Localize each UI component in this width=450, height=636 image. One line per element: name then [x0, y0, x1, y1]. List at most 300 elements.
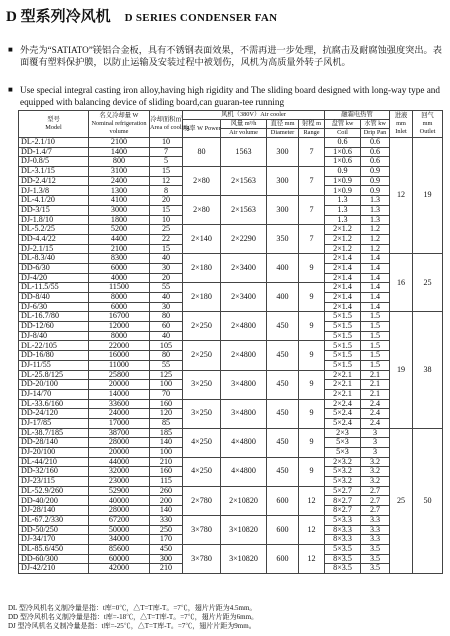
area-cell: 210	[150, 457, 183, 467]
coil-cell: 5×1.5	[325, 351, 361, 361]
table-row	[19, 457, 443, 467]
range-cell: 9	[299, 428, 325, 457]
coil-cell: 5×3	[325, 448, 361, 458]
model-cell: DD-24/120	[19, 409, 89, 419]
area-cell: 160	[150, 467, 183, 477]
spec-table-body	[19, 138, 443, 574]
spec-table	[18, 110, 443, 574]
area-cell: 12	[150, 176, 183, 186]
table-row	[19, 312, 443, 322]
coil-cell: 2×1.4	[325, 263, 361, 273]
drip-pan-cell: 2.7	[361, 496, 390, 506]
coil-cell: 2×2.1	[325, 370, 361, 380]
area-cell: 80	[150, 312, 183, 322]
diameter-cell: 300	[267, 138, 299, 167]
capacity-cell: 8000	[89, 293, 150, 303]
drip-pan-cell: 1.4	[361, 254, 390, 264]
area-cell: 40	[150, 254, 183, 264]
area-cell: 85	[150, 418, 183, 428]
title-en: D SERIES CONDENSER FAN	[124, 12, 278, 24]
inlet-cell: 12	[390, 138, 413, 254]
power-cell: 2×80	[183, 167, 221, 196]
table-row	[19, 544, 443, 554]
coil-cell: 8×3.3	[325, 525, 361, 535]
diameter-cell: 450	[267, 428, 299, 457]
model-cell: DD-16/80	[19, 351, 89, 361]
air-volume-cell: 4×4800	[221, 457, 267, 486]
col-inlet: 进液 mm Inlet	[390, 111, 413, 138]
model-cell: DL-8.3/40	[19, 254, 89, 264]
area-cell: 20	[150, 196, 183, 206]
capacity-cell: 6000	[89, 302, 150, 312]
capacity-cell: 3100	[89, 167, 150, 177]
power-cell: 3×780	[183, 515, 221, 544]
area-cell: 30	[150, 302, 183, 312]
table-row	[19, 138, 443, 148]
model-cell: DL-4.1/20	[19, 196, 89, 206]
capacity-cell: 1300	[89, 186, 150, 196]
col-air-volume: 风量 m³/h	[221, 120, 267, 129]
model-cell: DD-40/200	[19, 496, 89, 506]
drip-pan-cell: 0.6	[361, 157, 390, 167]
drip-pan-cell: 0.9	[361, 176, 390, 186]
model-cell: DJ-1.3/8	[19, 186, 89, 196]
model-cell: DJ-2.1/15	[19, 244, 89, 254]
range-cell: 7	[299, 167, 325, 196]
coil-cell: 5×1.5	[325, 322, 361, 332]
coil-cell: 2×1.4	[325, 283, 361, 293]
model-cell: DD-1.4/7	[19, 147, 89, 157]
model-cell: DD-8/40	[19, 293, 89, 303]
coil-cell: 2×1.4	[325, 302, 361, 312]
area-cell: 200	[150, 496, 183, 506]
capacity-cell: 12000	[89, 322, 150, 332]
model-cell: DL-33.6/160	[19, 399, 89, 409]
coil-cell: 8×2.7	[325, 496, 361, 506]
drip-pan-cell: 2.1	[361, 380, 390, 390]
drip-pan-cell: 1.3	[361, 215, 390, 225]
range-cell: 12	[299, 515, 325, 544]
range-cell: 9	[299, 370, 325, 399]
area-cell: 8	[150, 186, 183, 196]
bullet-square-icon: ■	[8, 45, 13, 54]
area-cell: 450	[150, 544, 183, 554]
model-cell: DJ-8/40	[19, 331, 89, 341]
bullet-cn	[8, 44, 442, 68]
drip-pan-cell: 1.4	[361, 263, 390, 273]
power-cell: 2×140	[183, 225, 221, 254]
drip-pan-cell: 3.3	[361, 525, 390, 535]
page-title	[6, 5, 277, 26]
range-cell: 9	[299, 312, 325, 341]
coil-cell: 1×0.9	[325, 176, 361, 186]
range-cell: 7	[299, 138, 325, 167]
footnotes	[8, 604, 446, 631]
capacity-cell: 8300	[89, 254, 150, 264]
area-cell: 260	[150, 486, 183, 496]
coil-cell: 2×3	[325, 428, 361, 438]
coil-cell: 5×2.4	[325, 409, 361, 419]
drip-pan-cell: 2.7	[361, 486, 390, 496]
model-cell: DL-52.9/260	[19, 486, 89, 496]
col-air-volume-en: Air volume	[221, 129, 267, 138]
model-cell: DJ-1.8/10	[19, 215, 89, 225]
power-cell: 4×250	[183, 457, 221, 486]
capacity-cell: 38700	[89, 428, 150, 438]
air-volume-cell: 2×3400	[221, 254, 267, 283]
model-cell: DL-2.1/10	[19, 138, 89, 148]
table-row	[19, 486, 443, 496]
col-capacity: 名义冷却量 W Nominal refrigeration volume	[89, 111, 150, 138]
air-volume-cell: 4×4800	[221, 428, 267, 457]
coil-cell: 5×1.5	[325, 360, 361, 370]
model-cell: DD-3/15	[19, 205, 89, 215]
diameter-cell: 450	[267, 341, 299, 370]
coil-cell: 1×0.6	[325, 157, 361, 167]
drip-pan-cell: 2.4	[361, 409, 390, 419]
air-volume-cell: 1563	[221, 138, 267, 167]
area-cell: 20	[150, 273, 183, 283]
diameter-cell: 400	[267, 283, 299, 312]
coil-cell: 5×2.7	[325, 486, 361, 496]
capacity-cell: 1800	[89, 215, 150, 225]
coil-cell: 1×0.9	[325, 186, 361, 196]
drip-pan-cell: 3.2	[361, 477, 390, 487]
model-cell: DL-22/105	[19, 341, 89, 351]
model-cell: DL-67.2/330	[19, 515, 89, 525]
area-cell: 55	[150, 360, 183, 370]
drip-pan-cell: 1.3	[361, 205, 390, 215]
bullet-text: Use special integral casting iron alloy,having high rigidity and The sliding board designed with long-way type and equipped with balancing device of sliding board,can guaran-tee running	[20, 85, 440, 107]
capacity-cell: 33600	[89, 399, 150, 409]
capacity-cell: 50000	[89, 525, 150, 535]
capacity-cell: 23000	[89, 477, 150, 487]
diameter-cell: 450	[267, 399, 299, 428]
area-cell: 40	[150, 293, 183, 303]
outlet-cell: 25	[413, 254, 443, 312]
area-cell: 100	[150, 380, 183, 390]
coil-cell: 5×3.2	[325, 467, 361, 477]
drip-pan-cell: 0.9	[361, 167, 390, 177]
table-row	[19, 341, 443, 351]
drip-pan-cell: 3	[361, 428, 390, 438]
drip-pan-cell: 3	[361, 448, 390, 458]
model-cell: DD-6/30	[19, 263, 89, 273]
drip-pan-cell: 2.1	[361, 389, 390, 399]
capacity-cell: 5200	[89, 225, 150, 235]
air-volume-cell: 2×4800	[221, 312, 267, 341]
capacity-cell: 17000	[89, 418, 150, 428]
area-cell: 7	[150, 147, 183, 157]
coil-cell: 1.3	[325, 196, 361, 206]
table-row	[19, 196, 443, 206]
table-row	[19, 225, 443, 235]
coil-cell: 5×3.5	[325, 544, 361, 554]
capacity-cell: 24000	[89, 409, 150, 419]
area-cell: 5	[150, 157, 183, 167]
capacity-cell: 16000	[89, 351, 150, 361]
drip-pan-cell: 1.4	[361, 283, 390, 293]
drip-pan-cell: 0.6	[361, 138, 390, 148]
air-volume-cell: 3×4800	[221, 399, 267, 428]
area-cell: 15	[150, 244, 183, 254]
power-cell: 2×80	[183, 196, 221, 225]
model-cell: DJ-14/70	[19, 389, 89, 399]
drip-pan-cell: 2.1	[361, 370, 390, 380]
coil-cell: 2×1.2	[325, 244, 361, 254]
capacity-cell: 4100	[89, 196, 150, 206]
diameter-cell: 450	[267, 370, 299, 399]
area-cell: 70	[150, 389, 183, 399]
footnote: DJ 型冷风机名义制冷量是指：t库=-25℃，△T=T库-T。=7℃，翅片片距为9mm。	[8, 622, 256, 630]
area-cell: 15	[150, 205, 183, 215]
model-cell: DD-60/300	[19, 554, 89, 564]
coil-cell: 8×3.5	[325, 564, 361, 574]
drip-pan-cell: 3.5	[361, 544, 390, 554]
air-volume-cell: 3×4800	[221, 370, 267, 399]
power-cell: 3×780	[183, 544, 221, 573]
capacity-cell: 14000	[89, 389, 150, 399]
drip-pan-cell: 1.5	[361, 331, 390, 341]
table-row	[19, 283, 443, 293]
drip-pan-cell: 1.2	[361, 244, 390, 254]
drip-pan-cell: 1.5	[361, 341, 390, 351]
capacity-cell: 800	[89, 157, 150, 167]
diameter-cell: 600	[267, 544, 299, 573]
area-cell: 22	[150, 234, 183, 244]
table-row	[19, 515, 443, 525]
inlet-cell: 16	[390, 254, 413, 312]
model-cell: DL-25.8/125	[19, 370, 89, 380]
capacity-cell: 1400	[89, 147, 150, 157]
coil-cell: 2×1.4	[325, 273, 361, 283]
drip-pan-cell: 3.5	[361, 554, 390, 564]
model-cell: DL-85.6/450	[19, 544, 89, 554]
area-cell: 30	[150, 263, 183, 273]
model-cell: DD-4.4/22	[19, 234, 89, 244]
capacity-cell: 28000	[89, 506, 150, 516]
capacity-cell: 28000	[89, 438, 150, 448]
capacity-cell: 32000	[89, 467, 150, 477]
col-outlet: 回气 mm Outlet	[413, 111, 443, 138]
model-cell: DJ-11/55	[19, 360, 89, 370]
col-coil-en: Coil	[325, 129, 361, 138]
coil-cell: 5×1.5	[325, 341, 361, 351]
table-row	[19, 167, 443, 177]
coil-cell: 8×3.5	[325, 554, 361, 564]
range-cell: 9	[299, 341, 325, 370]
coil-cell: 2×1.4	[325, 254, 361, 264]
model-cell: DL-44/210	[19, 457, 89, 467]
drip-pan-cell: 1.5	[361, 360, 390, 370]
bullet-square-icon: ■	[8, 85, 13, 94]
capacity-cell: 20000	[89, 380, 150, 390]
col-area: 冷却面积㎡ Area of cooling	[150, 111, 183, 138]
capacity-cell: 2100	[89, 244, 150, 254]
area-cell: 15	[150, 167, 183, 177]
drip-pan-cell: 2.4	[361, 399, 390, 409]
diameter-cell: 350	[267, 225, 299, 254]
air-volume-cell: 2×3400	[221, 283, 267, 312]
range-cell: 9	[299, 457, 325, 486]
col-air-cooler: 风机（380V）Air cooler	[183, 111, 325, 120]
range-cell: 7	[299, 196, 325, 225]
drip-pan-cell: 1.2	[361, 225, 390, 235]
model-cell: DL-11.5/55	[19, 283, 89, 293]
coil-cell: 2×2.1	[325, 389, 361, 399]
outlet-cell: 19	[413, 138, 443, 254]
bullet-text: 外壳为“SATIATO”镁铝合金板，具有不锈钢表面效果，不需再进一步处理，抗腐击及耐腐蚀强度突出。表面覆有塑料保护膜，以防止运输及安装过程中被划伤，风机为高质量外转子风机。	[20, 45, 442, 67]
capacity-cell: 2100	[89, 138, 150, 148]
drip-pan-cell: 3.3	[361, 535, 390, 545]
model-cell: DJ-4/20	[19, 273, 89, 283]
model-cell: DL-38.7/185	[19, 428, 89, 438]
model-cell: DL-16.7/80	[19, 312, 89, 322]
col-range-en: Range	[299, 129, 325, 138]
col-coil: 盘管 kw	[325, 120, 361, 129]
drip-pan-cell: 3	[361, 438, 390, 448]
capacity-cell: 11000	[89, 360, 150, 370]
capacity-cell: 60000	[89, 554, 150, 564]
model-cell: DJ-20/100	[19, 448, 89, 458]
area-cell: 10	[150, 215, 183, 225]
power-cell: 2×780	[183, 486, 221, 515]
drip-pan-cell: 3.2	[361, 457, 390, 467]
air-volume-cell: 2×1563	[221, 167, 267, 196]
model-cell: DJ-17/85	[19, 418, 89, 428]
model-cell: DD-2.4/12	[19, 176, 89, 186]
area-cell: 185	[150, 428, 183, 438]
col-drip-pan: 水管 kw	[361, 120, 390, 129]
diameter-cell: 450	[267, 457, 299, 486]
area-cell: 210	[150, 564, 183, 574]
col-range: 射程 m	[299, 120, 325, 129]
diameter-cell: 400	[267, 254, 299, 283]
drip-pan-cell: 3.2	[361, 467, 390, 477]
air-volume-cell: 2×10820	[221, 486, 267, 515]
model-cell: DD-32/160	[19, 467, 89, 477]
diameter-cell: 300	[267, 167, 299, 196]
model-cell: DL-3.1/15	[19, 167, 89, 177]
col-drip-pan-en: Drip Pan	[361, 129, 390, 138]
coil-cell: 2×1.2	[325, 225, 361, 235]
coil-cell: 2×1.2	[325, 234, 361, 244]
coil-cell: 8×3.3	[325, 535, 361, 545]
coil-cell: 5×3.3	[325, 515, 361, 525]
capacity-cell: 16700	[89, 312, 150, 322]
model-cell: DD-12/60	[19, 322, 89, 332]
capacity-cell: 3000	[89, 205, 150, 215]
title-cn: D 型系列冷风机	[6, 9, 111, 25]
area-cell: 170	[150, 535, 183, 545]
model-cell: DJ-34/170	[19, 535, 89, 545]
coil-cell: 2×1.4	[325, 293, 361, 303]
area-cell: 140	[150, 506, 183, 516]
diameter-cell: 450	[267, 312, 299, 341]
power-cell: 2×180	[183, 254, 221, 283]
capacity-cell: 4000	[89, 273, 150, 283]
coil-cell: 5×1.5	[325, 312, 361, 322]
outlet-cell: 38	[413, 312, 443, 428]
table-row	[19, 399, 443, 409]
inlet-cell: 19	[390, 312, 413, 428]
area-cell: 140	[150, 438, 183, 448]
drip-pan-cell: 3.3	[361, 515, 390, 525]
col-defrost-heater: 融霜电热管	[325, 111, 390, 120]
capacity-cell: 67200	[89, 515, 150, 525]
area-cell: 120	[150, 409, 183, 419]
capacity-cell: 2400	[89, 176, 150, 186]
coil-cell: 5×1.5	[325, 331, 361, 341]
outlet-cell: 50	[413, 428, 443, 573]
bullet-en	[8, 84, 442, 108]
model-cell: DD-50/250	[19, 525, 89, 535]
power-cell: 4×250	[183, 428, 221, 457]
area-cell: 250	[150, 525, 183, 535]
capacity-cell: 11500	[89, 283, 150, 293]
model-cell: DL-5.2/25	[19, 225, 89, 235]
coil-cell: 2×2.4	[325, 399, 361, 409]
range-cell: 9	[299, 283, 325, 312]
air-volume-cell: 2×1563	[221, 196, 267, 225]
capacity-cell: 34000	[89, 535, 150, 545]
table-row	[19, 254, 443, 264]
drip-pan-cell: 1.5	[361, 312, 390, 322]
power-cell: 2×250	[183, 312, 221, 341]
drip-pan-cell: 1.5	[361, 322, 390, 332]
capacity-cell: 4400	[89, 234, 150, 244]
inlet-cell: 25	[390, 428, 413, 573]
col-diameter-en: Diameter	[267, 129, 299, 138]
power-cell: 3×250	[183, 370, 221, 399]
coil-cell: 1×0.6	[325, 147, 361, 157]
footnote: DD 型冷风机名义制冷量是指：t库=-18℃，△T=T库-T。=7℃，翅片片距为6mm。	[8, 613, 259, 621]
model-cell: DD-20/100	[19, 380, 89, 390]
power-cell: 2×250	[183, 341, 221, 370]
capacity-cell: 44000	[89, 457, 150, 467]
area-cell: 40	[150, 331, 183, 341]
model-cell: DJ-23/115	[19, 477, 89, 487]
table-row	[19, 370, 443, 380]
diameter-cell: 600	[267, 486, 299, 515]
drip-pan-cell: 1.5	[361, 351, 390, 361]
area-cell: 25	[150, 225, 183, 235]
table-row	[19, 428, 443, 438]
model-cell: DJ-0.8/5	[19, 157, 89, 167]
drip-pan-cell: 2.7	[361, 506, 390, 516]
col-diameter: 直径 mm	[267, 120, 299, 129]
capacity-cell: 20000	[89, 448, 150, 458]
air-volume-cell: 2×2290	[221, 225, 267, 254]
area-cell: 100	[150, 448, 183, 458]
power-cell: 80	[183, 138, 221, 167]
coil-cell: 0.6	[325, 138, 361, 148]
drip-pan-cell: 2.4	[361, 418, 390, 428]
area-cell: 115	[150, 477, 183, 487]
coil-cell: 5×3.2	[325, 477, 361, 487]
diameter-cell: 600	[267, 515, 299, 544]
range-cell: 7	[299, 225, 325, 254]
capacity-cell: 40000	[89, 496, 150, 506]
col-power: 功率 W Power	[183, 120, 221, 138]
drip-pan-cell: 1.3	[361, 196, 390, 206]
area-cell: 300	[150, 554, 183, 564]
area-cell: 80	[150, 351, 183, 361]
air-volume-cell: 3×10820	[221, 515, 267, 544]
drip-pan-cell: 0.9	[361, 186, 390, 196]
area-cell: 60	[150, 322, 183, 332]
range-cell: 12	[299, 544, 325, 573]
